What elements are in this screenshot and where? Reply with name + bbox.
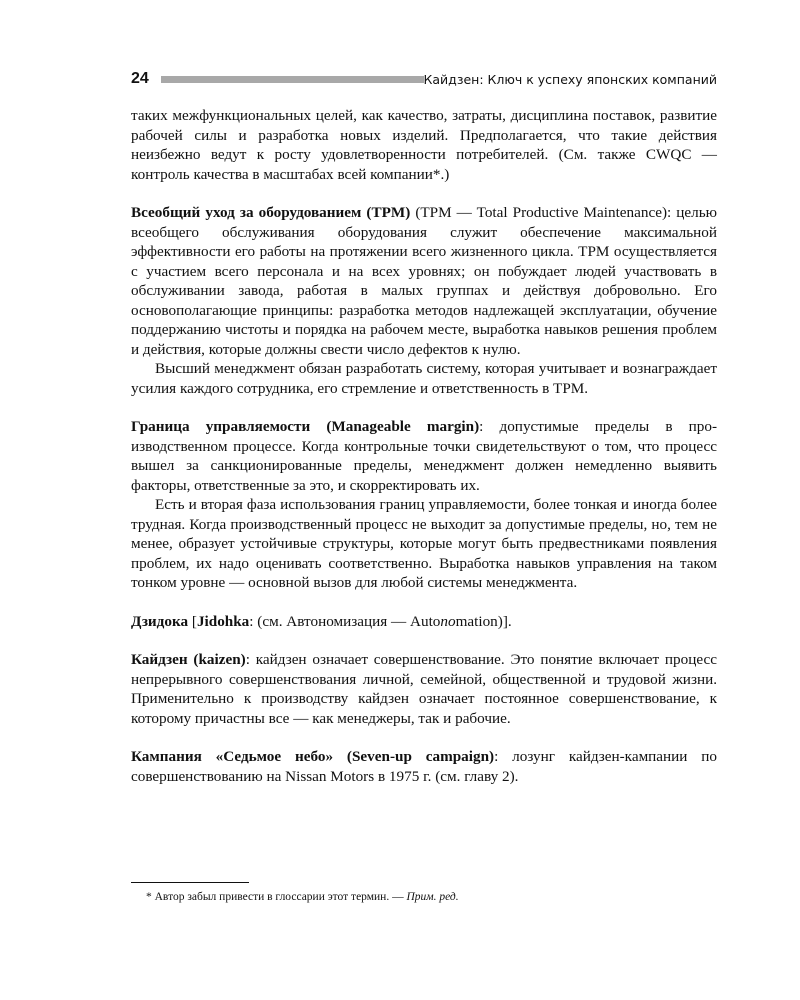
- continuation-paragraph: таких межфункциональных целей, как качество, затраты, дисциплина поставок, развитие рабочей силы и разработка новых изделий. Предполагается, что такие действия неизбежно ведут к росту удовлетворенности потребителей. (См. также CWQC — контроль качества в масштабах всей компании*.): [131, 107, 717, 183]
- tpm-paragraph-2: Высший менеджмент обязан разработать систему, которая учитывает и вознаграждает усилия каждого сотрудника, его стремление и ответственность в TPM.: [131, 360, 717, 397]
- entry-term-latin: Jidohka: [196, 612, 250, 630]
- entry-term: Граница управляемости (Manageable margin): [131, 418, 480, 435]
- running-title: Кайдзен: Ключ к успеху японских компаний: [423, 71, 717, 87]
- entry-definition: : кайдзен означает совершенствование. Это понятие включает процесс непрерывного совершенствования личной, семейной, общественной и трудовой жизни. Применительно к производству кайдзен означает постоянное совершенствование, к которому причастны все — как менеджеры, так и рабочие.: [131, 651, 717, 727]
- bracket-open: [: [188, 612, 197, 630]
- entry-term: Кампания «Седьмое небо» (Seven-up campaign): [131, 748, 495, 765]
- entry-term: Всеобщий уход за оборудованием (TPM): [131, 204, 411, 221]
- page-number: 24: [131, 70, 149, 87]
- entry-term: Кайдзен (kaizen): [131, 651, 246, 668]
- header-rule: [161, 76, 424, 83]
- glossary-entry-kaizen: [131, 650, 717, 728]
- entry-definition: : (см. Автономизация — Auto: [249, 612, 441, 630]
- glossary-entry-tpm: [131, 203, 717, 359]
- glossary-body: [131, 106, 717, 786]
- entry-definition-end: mation)].: [455, 612, 512, 630]
- entry-definition: : лозунг кайдзен-кампании по совершенствованию на Nissan Motors в 1975 г. (см. главу 2).: [131, 748, 717, 785]
- entry-italic: no: [440, 612, 456, 630]
- entry-definition: : допустимые пределы в производственном процессе. Когда контрольные точки свидетельствуют о том, что процесс вышел за санкционированные пределы, менеджмент должен немедленно выявить факторы, ответственные за это, и скорректировать их.: [131, 418, 717, 494]
- glossary-entry-jidoka: [131, 612, 717, 632]
- footnote-editor-note: Прим. ред.: [406, 891, 459, 903]
- entry-definition: (TPM — Total Productive Maintenance): целью всеобщего обслуживания оборудования служит обеспечение максимальной эффективности его работы на протяжении всего жизненного цикла. TPM осуществляется с участием всего персонала и на всех уровнях; он побуждает людей участвовать в обслуживании завода, работая в малых группах и действуя добровольно. Его основополагающие принципы: разработка методов надлежащей эксплуатации, обучение поддержанию чистоты и порядка на рабочем месте, выработка навыков решения проблем и действия, которые должны свести число дефектов к нулю.: [131, 204, 717, 358]
- margin-paragraph-2: Есть и вторая фаза использования границ управляемости, более тонкая и иногда более трудная. Когда производственный процесс не выходит за допустимые пределы, но, тем не менее, образует устойчивые структуры, которые могут быть предвестниками появления проблем, их надо оценивать соответственно. Выработка навыков управления на таком тонком уровне — основной вызов для любой системы менеджмента.: [131, 496, 717, 591]
- footnote-text: * Автор забыл привести в глоссарии этот термин. —: [146, 891, 407, 903]
- glossary-entry-seven-up: [131, 747, 717, 786]
- footnote-rule: [131, 882, 249, 883]
- footnote: [146, 889, 716, 905]
- page-header: [131, 68, 717, 90]
- entry-term: Дзидока: [131, 612, 189, 630]
- glossary-entry-manageable-margin: [131, 417, 717, 495]
